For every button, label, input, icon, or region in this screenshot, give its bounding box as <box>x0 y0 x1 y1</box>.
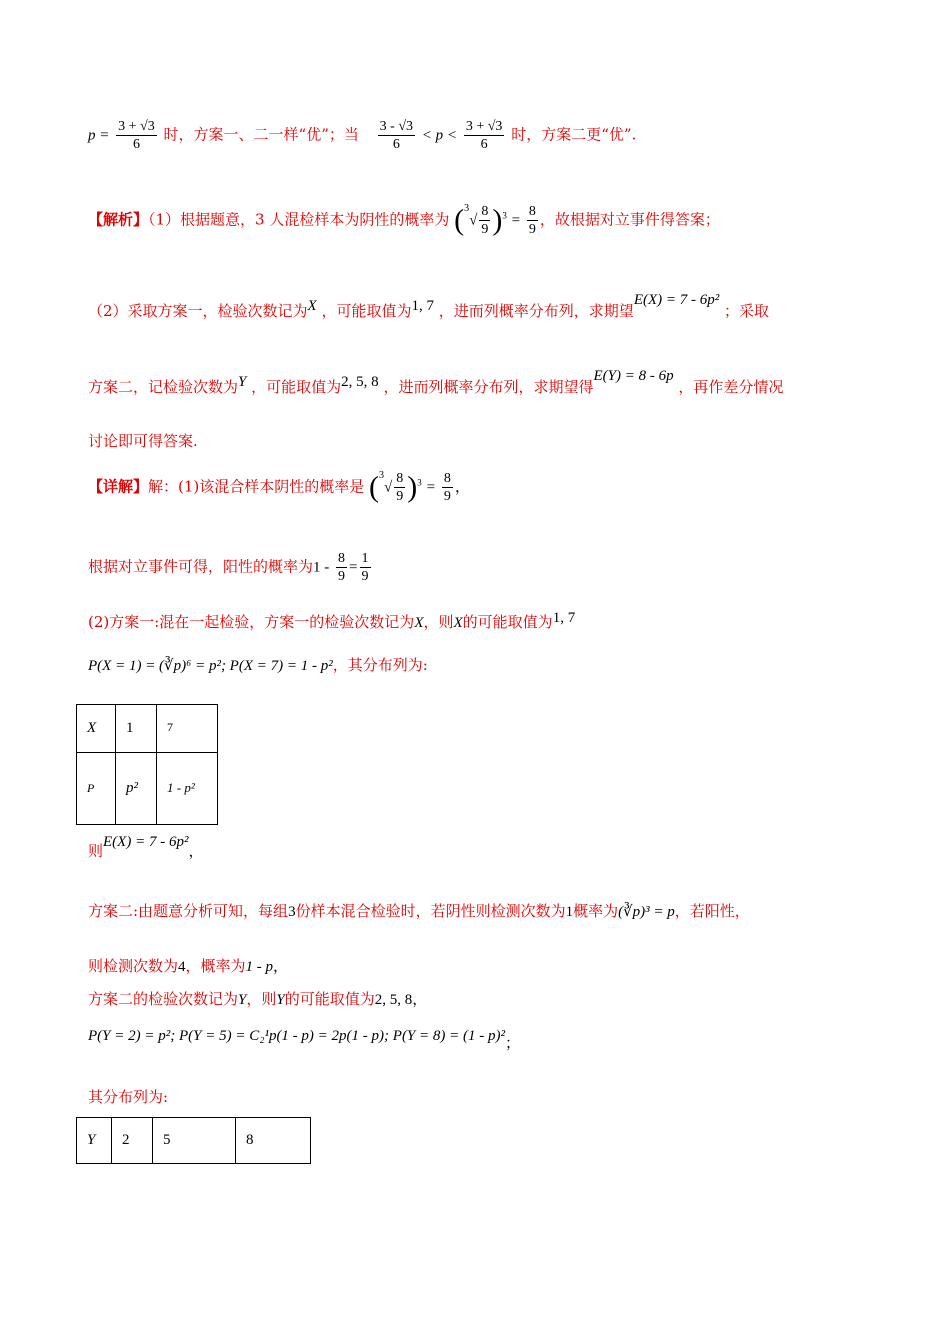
frac-8-9-d: $\frac{8}{9}$ <box>443 471 451 504</box>
text-jiexi-2d: ；采取 <box>724 302 770 320</box>
text-fa2-2b: ，概率为 <box>185 957 246 975</box>
line-xiangjie-2: 根据对立事件可得，阳性的概率为1 - $\frac{8}{9}$ = $\frac{1}{9}$ <box>88 551 369 584</box>
math-p-eq: p = <box>88 127 110 144</box>
table-x-header-cell: 7 <box>157 705 218 753</box>
frac-8-9-c: $\frac{8}{9}$ <box>396 471 404 504</box>
line-fa2-2: 则检测次数为4，概率为1 - p， <box>88 957 289 975</box>
line-py: P(Y = 2) = p²; P(Y = 5) = C₂¹p(1 - p) = 2p(1 - p); P(Y = 8) = (1 - p)²； <box>88 1028 521 1052</box>
line-fa2-1: 方案二:由题意分析可知，每组3份样本混合检验时，若阴性则检测次数为1概率为(∛p)³ = p，若阳性， <box>88 902 750 920</box>
text-condition-a: 时，方案一、二一样“优”；当 <box>163 125 359 144</box>
math-ex: E(X) = 7 - 6p² <box>103 834 189 850</box>
line-ex: 则E(X) = 7 - 6p²， <box>88 834 204 860</box>
line-jiexi-1: 【解析】（1）根据题意，3 人混检样本为阴性的概率为 ($^3$√ $\frac{8}{9}$ )$^3$ = $\frac{8}{9}$ ，故根据对立事件得答案； <box>88 203 720 237</box>
math-px: P(X = 1) = (∛p)⁶ = p²; P(X = 7) = 1 - p² <box>88 658 333 674</box>
text-fa2-1d: ，若阳性， <box>674 902 750 920</box>
text-fa2-3b: ，则 <box>246 990 277 1008</box>
text-jiexi-3b: ，可能取值为 <box>251 378 342 396</box>
text-fa2-1c: 概率为 <box>573 902 619 920</box>
text-fa2-3c: 的可能取值为 <box>284 990 375 1008</box>
table-x-row-cell: 1 - p² <box>157 753 218 825</box>
text-jiexi-2: （2）采取方案一，检验次数记为 <box>88 302 308 320</box>
text-jiexi-3d: ，再作差分情况 <box>678 378 784 396</box>
table-y-header-cell: 2 <box>112 1118 153 1164</box>
math-py: P(Y = 2) = p²; P(Y = 5) = C₂¹p(1 - p) = 2p(1 - p); P(Y = 8) = (1 - p)² <box>88 1028 505 1044</box>
text-xiangjie-3b: ，则 <box>423 613 454 631</box>
tag-xiangjie: 【详解】 <box>88 477 149 496</box>
distribution-table-x <box>76 704 218 825</box>
line-jiexi-3: 方案二，记检验次数为Y ，可能取值为2, 5, 8 ，进而列概率分布列，求期望得E(Y) = 8 - 6p ，再作差分情况 <box>88 368 784 396</box>
text-jiexi-3: 方案二，记检验次数为 <box>88 378 239 396</box>
line-condition <box>88 118 636 153</box>
table-y-header-cell: 8 <box>236 1118 311 1164</box>
table-y-header-cell: Y <box>77 1118 112 1164</box>
text-qi: 其分布列为: <box>88 1088 169 1106</box>
text-jiexi-1b: ，故根据对立事件得答案； <box>539 210 720 229</box>
table-y-header-cell: 5 <box>153 1118 236 1164</box>
text-fa2-1b: 份样本混合检验时，若阴性则检测次数为 <box>295 902 566 920</box>
line-px <box>88 654 428 675</box>
line-jiexi-4: 讨论即可得答案. <box>88 432 198 450</box>
tag-jiexi: 【解析】 <box>88 210 149 229</box>
line-fa2-3: 方案二的检验次数记为Y，则Y的可能取值为2, 5, 8， <box>88 990 428 1008</box>
text-ze: 则 <box>88 842 104 860</box>
text-fa2-2: 则检测次数为 <box>88 957 179 975</box>
text-xiangjie-1: 解：(1)该混合样本阴性的概率是 <box>148 477 365 496</box>
frac-3-plus-root3-over-6-b: $\frac{3 + √3}{6}$ <box>465 119 503 152</box>
frac-8-9-b: $\frac{8}{9}$ <box>528 204 536 237</box>
text-fa2-3: 方案二的检验次数记为 <box>88 990 239 1008</box>
frac-8-9: $\frac{8}{9}$ <box>481 204 489 237</box>
text-xiangjie-3: (2)方案一:混在一起检验，方案一的检验次数记为 <box>88 613 415 631</box>
math-ineq: < p < <box>421 127 458 144</box>
text-fa2-1: 方案二:由题意分析可知，每组 <box>88 902 289 920</box>
frac-8-9-e: $\frac{8}{9}$ <box>338 551 346 584</box>
text-jiexi-2b: ，可能取值为 <box>321 302 412 320</box>
line-xiangjie-1: 【详解】解：(1)该混合样本阴性的概率是 ($^3$√ $\frac{8}{9}$ )$^3$ = $\frac{8}{9}$ ， <box>88 470 470 504</box>
text-jiexi-3c: ，进而列概率分布列，求期望得 <box>383 378 594 396</box>
frac-3-minus-root3-over-6: $\frac{3 - √3}{6}$ <box>379 119 414 152</box>
text-condition-b: 时，方案二更“优”. <box>511 125 637 144</box>
frac-3-plus-root3-over-6: $\frac{3 + √3}{6}$ <box>118 119 155 152</box>
line-jiexi-2: （2）采取方案一，检验次数记为X ，可能取值为1, 7 ，进而列概率分布列，求期望E(X) = 7 - 6p² ；采取 <box>88 292 770 320</box>
text-jiexi-2c: ，进而列概率分布列，求期望 <box>438 302 634 320</box>
table-x-row-cell: p² <box>116 753 157 825</box>
table-x-header-cell: X <box>77 705 116 753</box>
line-xiangjie-3: (2)方案一:混在一起检验，方案一的检验次数记为X，则X的可能取值为1, 7 <box>88 610 576 631</box>
text-jiexi-1: （1）根据题意，3 人混检样本为阴性的概率为 <box>148 210 450 229</box>
text-xiangjie-2: 根据对立事件可得，阳性的概率为 <box>88 557 314 576</box>
frac-1-9: $\frac{1}{9}$ <box>361 551 369 584</box>
text-px-tail: ，其分布列为: <box>332 656 428 674</box>
table-x-row-cell: P <box>77 753 116 825</box>
math-cube-p: (∛p)³ = p <box>618 904 675 920</box>
text-xiangjie-3c: 的可能取值为 <box>462 613 553 631</box>
distribution-table-y <box>76 1117 311 1164</box>
table-x-header-cell: 1 <box>116 705 157 753</box>
